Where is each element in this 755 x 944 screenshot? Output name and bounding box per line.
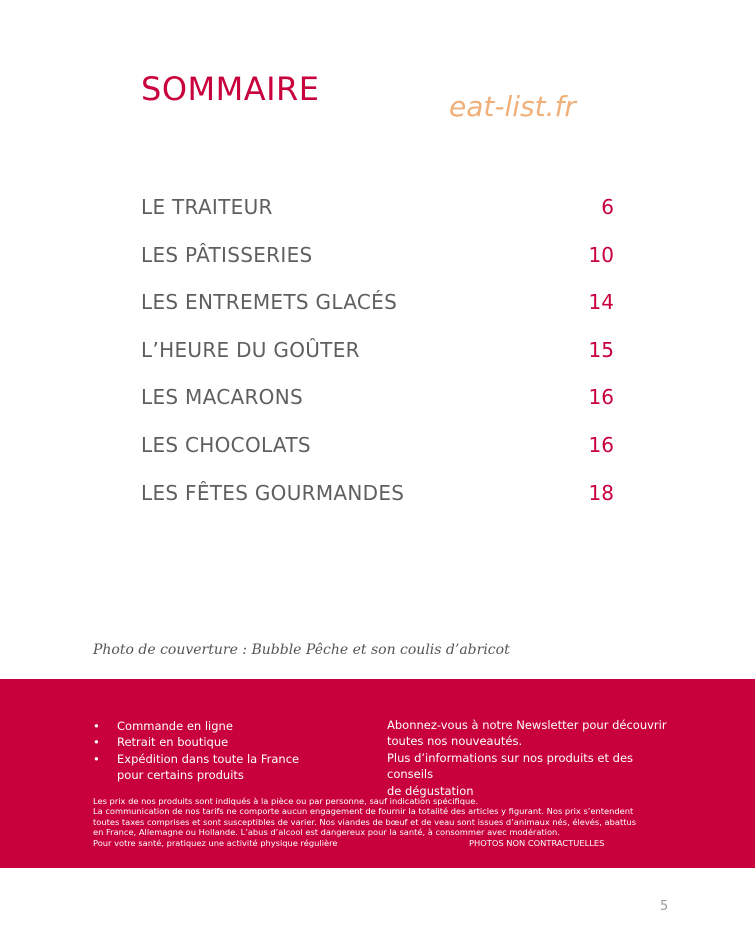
toc-page-number: 6 xyxy=(601,195,614,219)
info-band xyxy=(0,679,755,868)
toc-page-number: 10 xyxy=(588,242,614,267)
legal-line: Pour votre santé, pratiquez une activité physique régulière xyxy=(93,837,338,848)
list-item: • Expédition dans toute la France xyxy=(93,751,363,767)
toc-page-number: 15 xyxy=(588,337,614,362)
toc-label: LES PÂTISSERIES xyxy=(141,242,313,267)
toc-label: LES MACARONS xyxy=(141,385,303,410)
newsletter-line: de dégustation xyxy=(387,783,474,798)
toc-label: LES ENTREMETS GLACÉS xyxy=(141,290,398,315)
page-number: 5 xyxy=(660,899,669,914)
legal-line: La communication de nos tarifs ne comporte aucun engagement de fournir la totalité des articles y figurant. Nos prix s’entendent xyxy=(93,806,634,817)
newsletter-text xyxy=(387,717,677,799)
list-item-continuation: pour certains produits xyxy=(117,768,244,783)
cover-photo-caption: Photo de couverture : Bubble Pêche et son coulis d’abricot xyxy=(93,642,510,658)
toc-label: LES CHOCOLATS xyxy=(141,432,311,457)
newsletter-line: toutes nos nouveautés. xyxy=(387,734,523,749)
watermark: eat-list.fr xyxy=(449,90,576,123)
toc-label: LES FÊTES GOURMANDES xyxy=(141,480,405,505)
newsletter-line: Plus d’informations sur nos produits et des conseils xyxy=(387,750,634,782)
toc-row[interactable] xyxy=(141,385,614,433)
toc-row[interactable] xyxy=(141,195,614,243)
table-of-contents xyxy=(141,195,614,528)
photos-notice: PHOTOS NON CONTRACTUELLES xyxy=(469,837,605,848)
page-title: SOMMAIRE xyxy=(141,70,320,108)
toc-label: LE TRAITEUR xyxy=(141,195,273,219)
list-item: • Commande en ligne xyxy=(93,718,363,734)
toc-page-number: 14 xyxy=(588,290,614,315)
toc-row[interactable] xyxy=(141,338,614,386)
toc-page-number: 16 xyxy=(588,432,614,457)
legal-notice xyxy=(93,796,673,848)
newsletter-line: Abonnez-vous à notre Newsletter pour découvrir xyxy=(387,718,667,732)
toc-page-number: 16 xyxy=(588,385,614,410)
toc-row[interactable] xyxy=(141,290,614,338)
toc-row[interactable] xyxy=(141,481,614,529)
list-item: • Retrait en boutique xyxy=(93,734,363,750)
legal-line: en France, Allemagne ou Hollande. L’abus d’alcool est dangereux pour la santé, à consommer avec modération. xyxy=(93,827,560,838)
legal-line: Les prix de nos produits sont indiqués à la pièce ou par personne, sauf indication spécifique. xyxy=(93,796,479,806)
legal-last-line xyxy=(93,838,673,848)
services-list xyxy=(93,718,363,784)
toc-label: L’HEURE DU GOÛTER xyxy=(141,337,360,362)
legal-line: toutes taxes comprises et sont susceptibles de varier. Nos viandes de bœuf et de veau sont issues d’animaux nés, élevés, abattus xyxy=(93,816,637,827)
toc-row[interactable] xyxy=(141,243,614,291)
toc-row[interactable] xyxy=(141,433,614,481)
toc-page-number: 18 xyxy=(588,480,614,505)
